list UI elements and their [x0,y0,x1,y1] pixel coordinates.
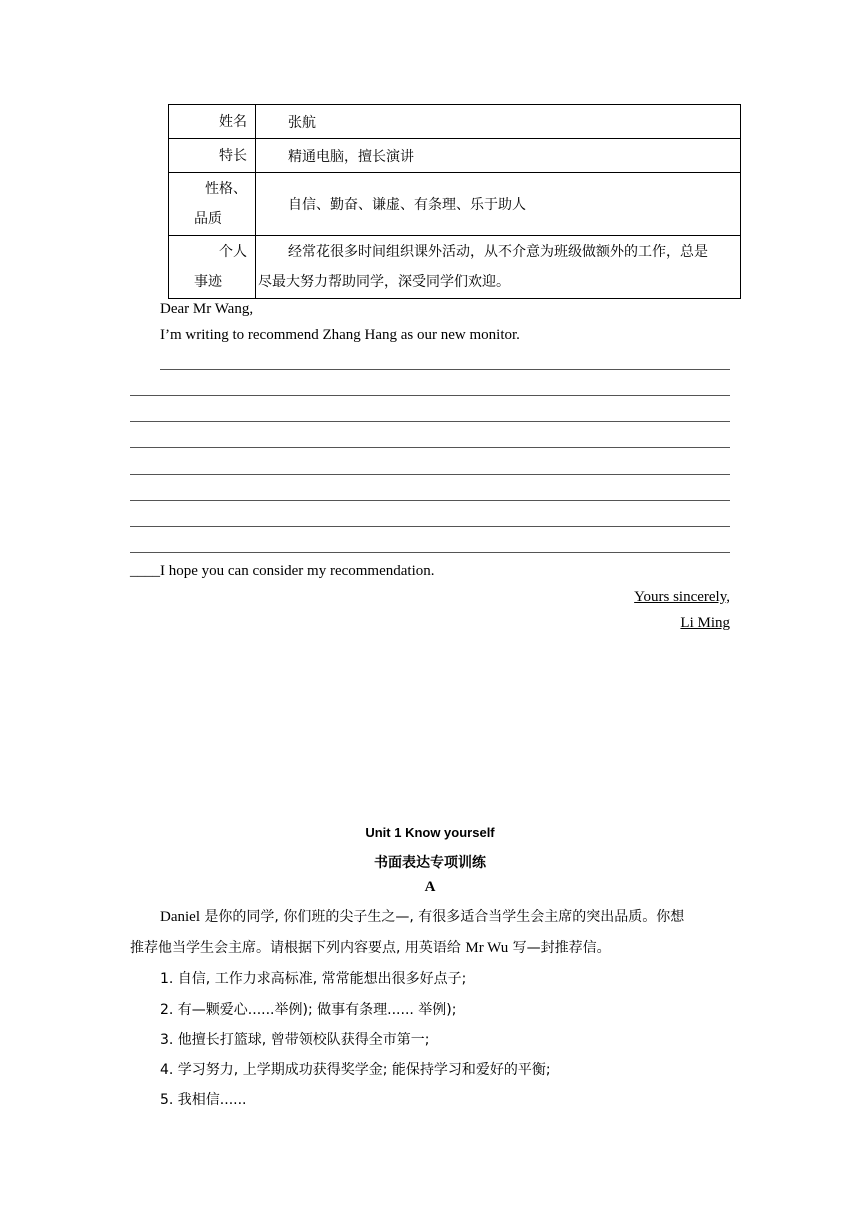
row-value: 精通电脑，擅长演讲 [256,139,741,173]
row-label [169,173,256,236]
table-row [169,105,741,139]
point-item: 1. 自信, 工作力求高标准, 常常能想出很多好点子; [160,971,467,987]
point-item: 4. 学习努力, 上学期成功获得奖学金; 能保持学习和爱好的平衡; [160,1062,551,1078]
unit-title: Unit 1 Know yourself [365,825,495,840]
row-label: 特长 [169,139,256,173]
intro-recipient: Mr Wu [465,940,509,956]
row-value: 张航 [256,105,741,139]
intro-name: Daniel [160,909,200,925]
writing-line [160,369,730,370]
table-row [169,236,741,299]
intro-line-1 [160,906,684,926]
info-table [168,104,741,299]
point-item: 5. 我相信...... [160,1092,247,1108]
letter-closing-line [130,563,435,580]
row-value: 自信、勤奋、谦虚、有条理、乐于助人 [256,173,741,236]
writing-line [130,474,730,475]
letter-closing: I hope you can consider my recommendation. [160,563,435,579]
row-label [169,236,256,299]
intro-line-2 [130,937,611,957]
table-row [169,173,741,236]
closing-blank: ____ [130,563,160,579]
writing-line [130,552,730,553]
intro-text-2a: 推荐他当学生会主席。请根据下列内容要点, 用英语给 [130,940,466,956]
point-item: 3. 他擅长打篮球, 曾带领校队获得全市第一; [160,1032,430,1048]
row-label-line2: 品质 [194,211,222,227]
writing-line [130,526,730,527]
row-value-line2: 尽最大努力帮助同学，深受同学们欢迎。 [258,274,510,290]
row-label-line1: 性格、 [205,181,247,197]
writing-line [130,447,730,448]
letter-signature: Li Ming [680,615,730,631]
intro-text-2b: 写—封推荐信。 [508,940,611,956]
writing-line [130,421,730,422]
section-title: 书面表达专项训练 [374,855,486,871]
row-label: 姓名 [169,105,256,139]
row-label-line2: 事迹 [194,274,222,290]
part-label: A [424,879,436,895]
intro-text-1: 是你的同学, 你们班的尖子生之—, 有很多适合当学生会主席的突出品质。你想 [199,909,685,925]
letter-opening: I’m writing to recommend Zhang Hang as our new monitor. [160,327,520,343]
table-row [169,139,741,173]
letter-signoff: Yours sincerely, [634,589,730,605]
row-value-line1: 经常花很多时间组织课外活动，从不介意为班级做额外的工作，总是 [288,244,708,260]
point-item: 2. 有—颗爱心......举例); 做事有条理...... 举例); [160,1002,457,1018]
writing-line [130,500,730,501]
row-value [256,236,741,299]
row-label-line1: 个人 [219,244,247,260]
letter-greeting: Dear Mr Wang, [160,301,254,317]
writing-line [130,395,730,396]
